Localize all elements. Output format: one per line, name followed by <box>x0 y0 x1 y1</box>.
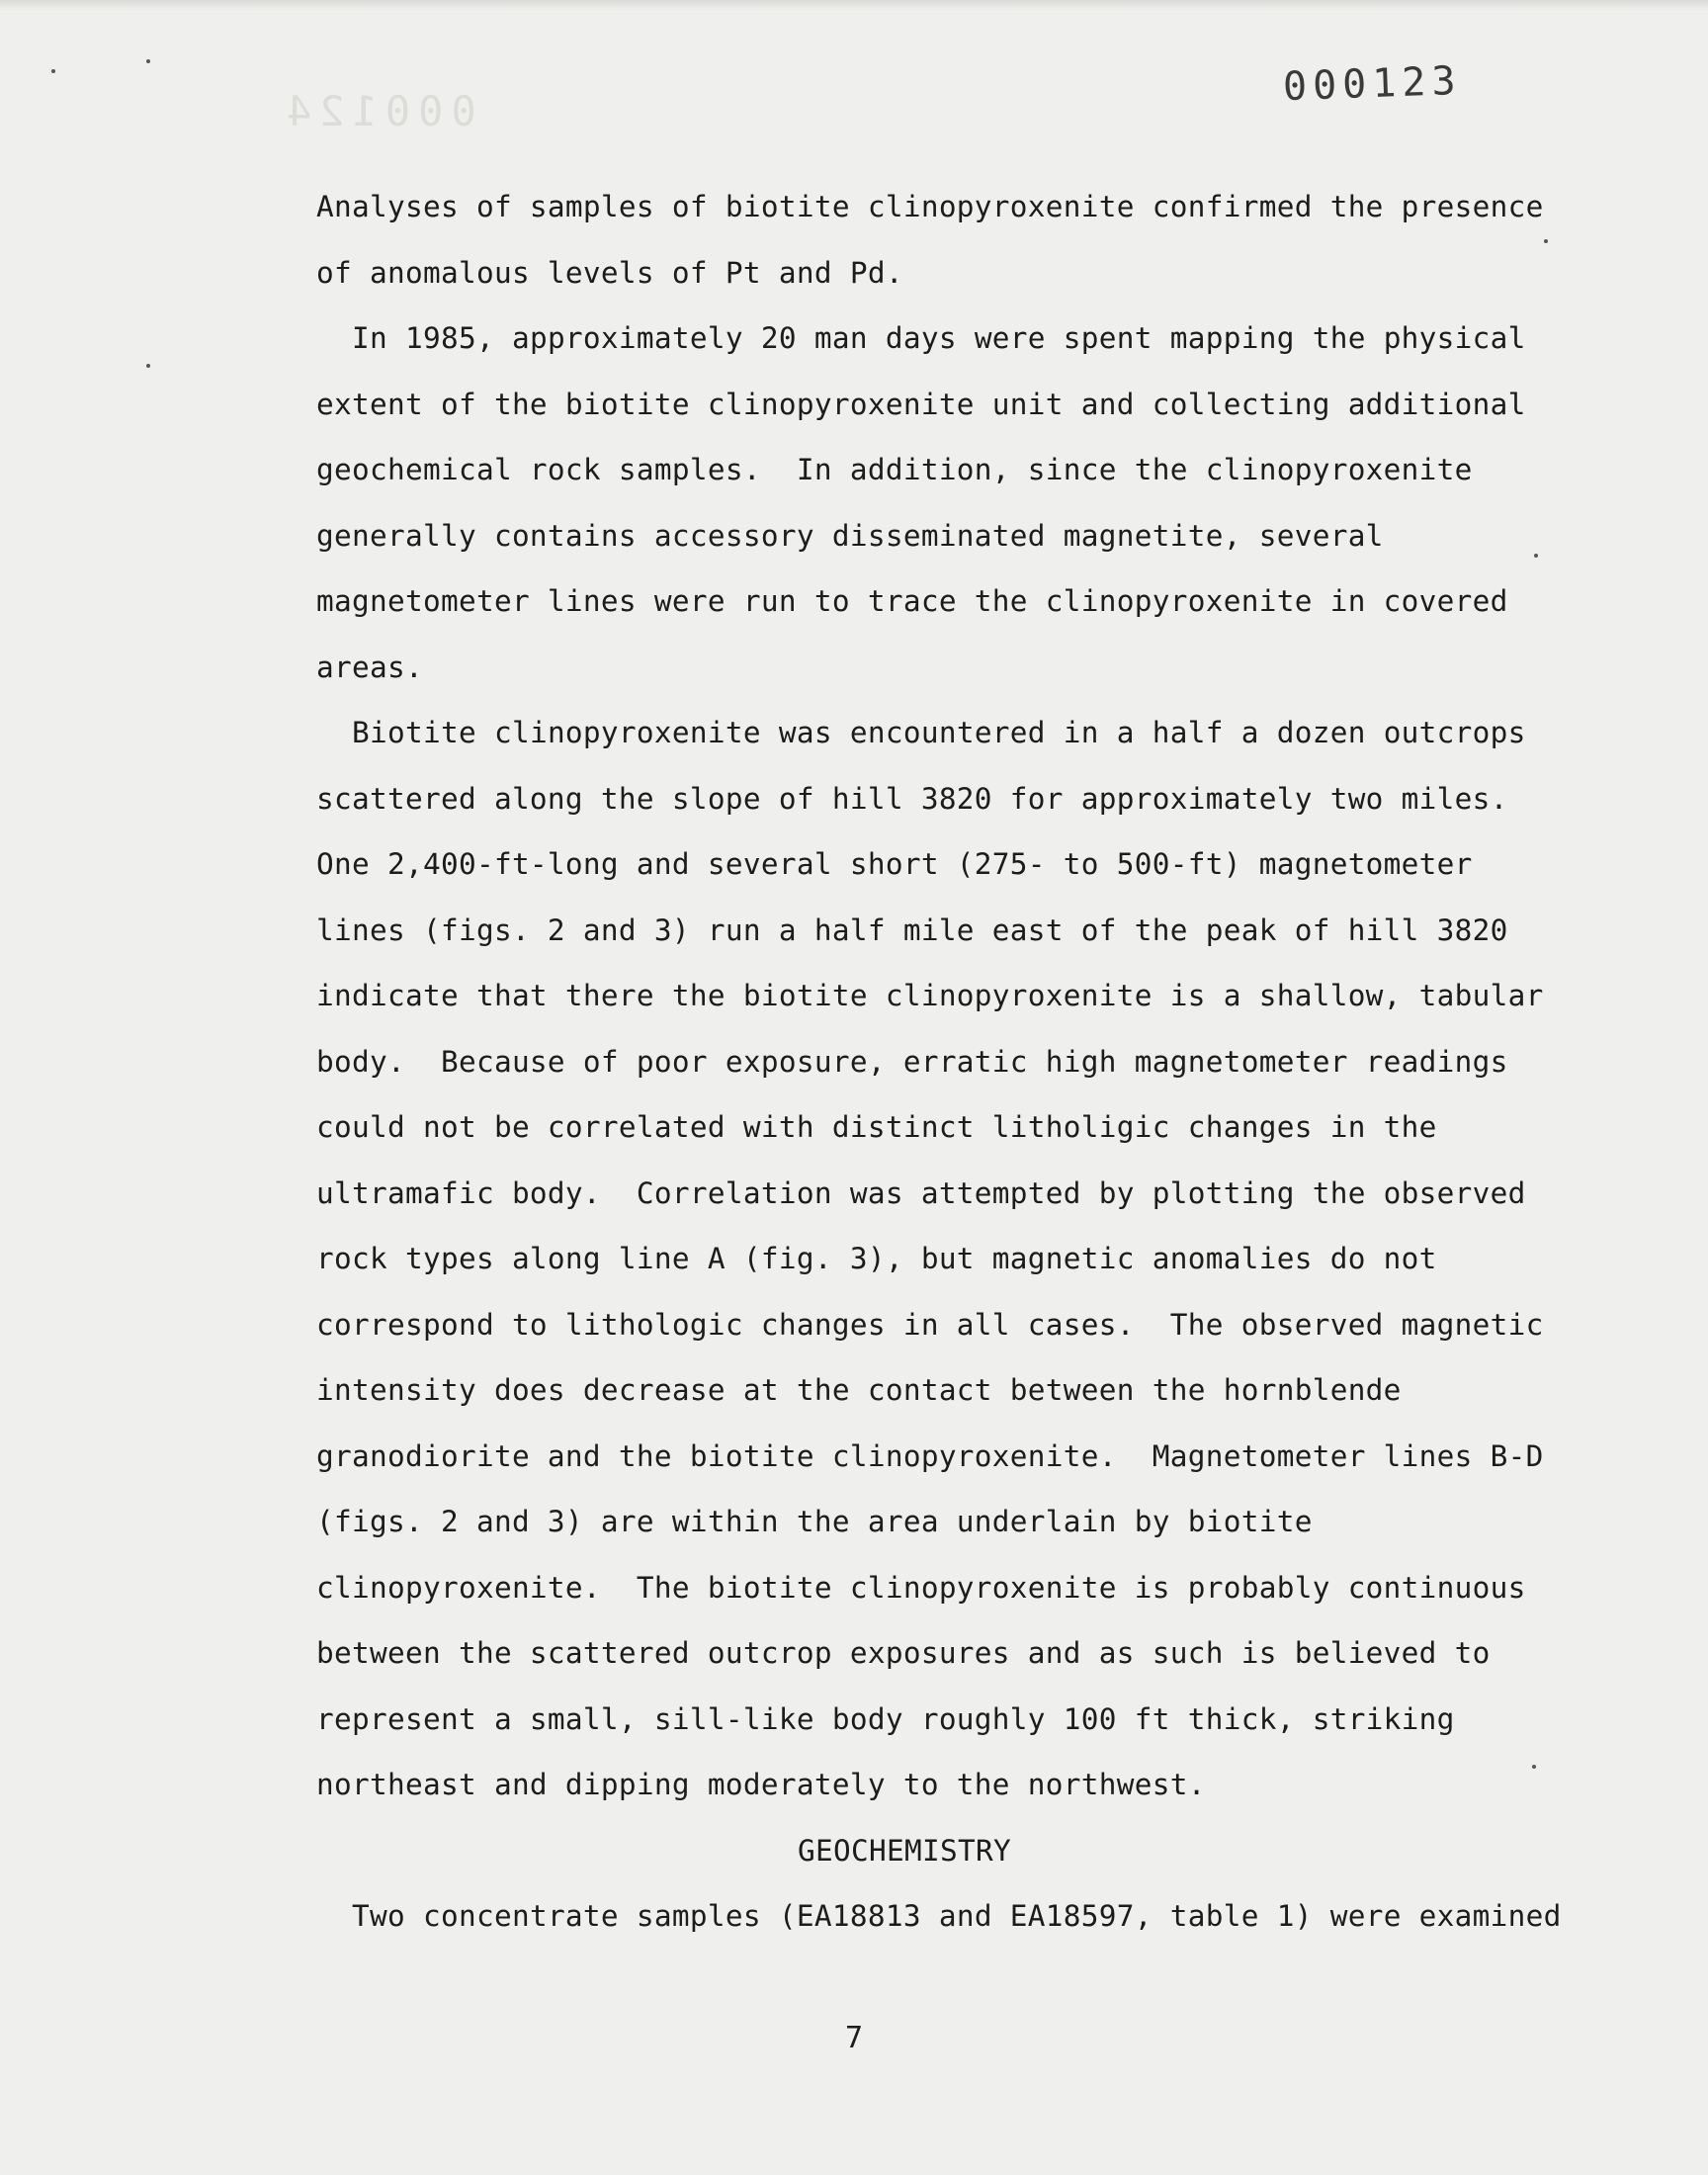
text-line: intensity does decrease at the contact between the hornblende <box>316 1373 1402 1407</box>
text-line: Two concentrate samples (EA18813 and EA18597, table 1) were examined <box>352 1899 1562 1933</box>
text-line: generally contains accessory disseminated magnetite, several <box>316 518 1384 553</box>
body-lines <box>316 174 1544 1818</box>
text-line: geochemical rock samples. In addition, since the clinopyroxenite <box>316 453 1473 486</box>
section-heading: GEOCHEMISTRY <box>798 1833 1011 1868</box>
text-line: areas. <box>316 650 423 684</box>
scan-edge <box>0 0 1708 10</box>
scan-speck <box>1544 239 1548 243</box>
text-line: of anomalous levels of Pt and Pd. <box>316 255 903 290</box>
text-line: extent of the biotite clinopyroxenite unit and collecting additional <box>316 387 1526 421</box>
text-line: indicate that there the biotite clinopyroxenite is a shallow, tabular <box>316 979 1544 1012</box>
page-number: 7 <box>844 2021 864 2055</box>
text-line: represent a small, sill-like body roughly 100 ft thick, striking <box>316 1701 1455 1736</box>
body-text <box>316 174 1562 1950</box>
bleed-through-number: 000124 <box>279 87 476 135</box>
page-stamp-number: 000123 <box>1282 57 1463 111</box>
scan-speck <box>1532 1765 1536 1769</box>
scan-speck <box>51 69 55 73</box>
scan-speck <box>146 59 150 63</box>
text-line: Biotite clinopyroxenite was encountered in a half a dozen outcrops <box>352 716 1526 749</box>
text-line: body. Because of poor exposure, erratic high magnetometer readings <box>316 1044 1508 1079</box>
scan-speck <box>146 364 150 368</box>
text-line: could not be correlated with distinct litholigic changes in the <box>316 1110 1437 1144</box>
text-line: ultramafic body. Correlation was attempted by plotting the observed <box>316 1175 1526 1210</box>
text-line: between the scattered outcrop exposures and as such is believed to <box>316 1636 1491 1670</box>
text-line: Analyses of samples of biotite clinopyroxenite confirmed the presence <box>316 190 1544 223</box>
text-line: correspond to lithologic changes in all cases. The observed magnetic <box>316 1307 1544 1342</box>
text-line: magnetometer lines were run to trace the clinopyroxenite in covered <box>316 584 1508 618</box>
scan-speck <box>1534 554 1538 558</box>
body-lines-after-heading <box>316 1883 1562 1950</box>
text-line: clinopyroxenite. The biotite clinopyroxenite is probably continuous <box>316 1570 1526 1605</box>
text-line: lines (figs. 2 and 3) run a half mile east of the peak of hill 3820 <box>316 913 1508 947</box>
text-line: One 2,400-ft-long and several short (275- to 500-ft) magnetometer <box>316 847 1473 881</box>
text-line: northeast and dipping moderately to the northwest. <box>316 1768 1206 1801</box>
text-line: scattered along the slope of hill 3820 for approximately two miles. <box>316 781 1508 816</box>
text-line: In 1985, approximately 20 man days were spent mapping the physical <box>352 321 1526 355</box>
text-line: granodiorite and the biotite clinopyroxenite. Magnetometer lines B-D <box>316 1438 1544 1473</box>
text-line: (figs. 2 and 3) are within the area underlain by biotite <box>316 1505 1313 1538</box>
text-line: rock types along line A (fig. 3), but magnetic anomalies do not <box>316 1242 1437 1275</box>
